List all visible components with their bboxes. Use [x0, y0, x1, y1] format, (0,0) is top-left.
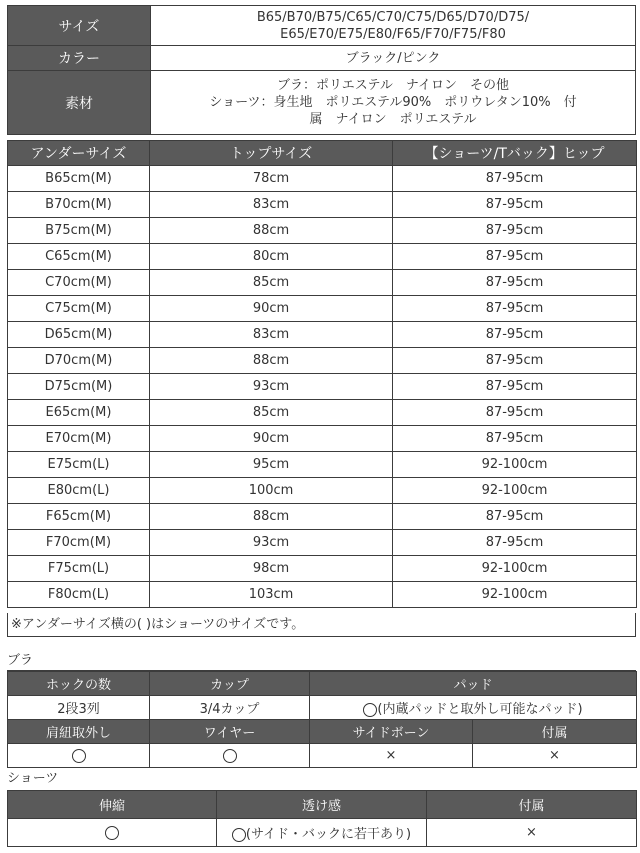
top-size-cell: 95cm	[150, 452, 393, 478]
size-value-line2: E65/E70/E75/E80/F65/F70/F75/F80	[280, 26, 506, 42]
size-note: ※アンダーサイズ横の( )はショーツのサイズです。	[7, 613, 636, 637]
table-row	[8, 426, 637, 452]
top-size-cell: 88cm	[150, 348, 393, 374]
strap-removable-value	[8, 744, 150, 768]
hip-cell: 87-95cm	[393, 166, 637, 192]
circle-mark-icon	[232, 828, 246, 842]
hip-cell: 87-95cm	[393, 296, 637, 322]
hip-cell: 92-100cm	[393, 478, 637, 504]
size-table	[7, 140, 637, 608]
under-size-cell: B65cm(M)	[8, 166, 150, 192]
hip-cell: 87-95cm	[393, 504, 637, 530]
pad-value-text: (内蔵パッドと取外し可能なパッド)	[377, 702, 583, 717]
circle-mark-icon	[105, 826, 119, 840]
table-row	[8, 348, 637, 374]
hip-cell: 87-95cm	[393, 192, 637, 218]
circle-mark-icon	[363, 703, 377, 717]
top-size-cell: 93cm	[150, 530, 393, 556]
wire-value	[150, 744, 310, 768]
hip-cell: 87-95cm	[393, 348, 637, 374]
side-bone-value: ×	[310, 744, 473, 768]
under-size-cell: F65cm(M)	[8, 504, 150, 530]
table-row	[8, 400, 637, 426]
bra-table	[7, 671, 637, 768]
shorts-value-row	[8, 819, 637, 847]
sheer-value	[217, 819, 427, 847]
top-size-cell: 78cm	[150, 166, 393, 192]
under-size-cell: C65cm(M)	[8, 244, 150, 270]
header-wire: ワイヤー	[150, 720, 310, 744]
material-label: 素材	[8, 71, 151, 135]
under-size-cell: B70cm(M)	[8, 192, 150, 218]
size-label: サイズ	[8, 6, 151, 46]
hip-cell: 87-95cm	[393, 270, 637, 296]
bra-value-row-1	[8, 696, 637, 720]
size-table-header	[8, 141, 637, 166]
shorts-header-row	[8, 791, 637, 819]
under-size-cell: B75cm(M)	[8, 218, 150, 244]
under-size-cell: F75cm(L)	[8, 556, 150, 582]
spec-row-color	[8, 46, 636, 71]
header-side-bone: サイドボーン	[310, 720, 473, 744]
material-line3: 属 ナイロン ポリエステル	[309, 112, 477, 127]
top-size-cell: 88cm	[150, 504, 393, 530]
top-size-cell: 85cm	[150, 400, 393, 426]
under-size-cell: E70cm(M)	[8, 426, 150, 452]
size-table-body	[8, 166, 637, 608]
under-size-cell: E65cm(M)	[8, 400, 150, 426]
stretch-value	[8, 819, 217, 847]
hip-cell: 87-95cm	[393, 374, 637, 400]
table-row	[8, 192, 637, 218]
top-size-cell: 103cm	[150, 582, 393, 608]
hip-cell: 92-100cm	[393, 582, 637, 608]
table-row	[8, 582, 637, 608]
top-size-cell: 88cm	[150, 218, 393, 244]
header-stretch: 伸縮	[8, 791, 217, 819]
top-size-cell: 98cm	[150, 556, 393, 582]
header-under-size: アンダーサイズ	[8, 141, 150, 166]
spec-row-material	[8, 71, 636, 135]
header-cup: カップ	[150, 672, 310, 696]
header-sheer: 透け感	[217, 791, 427, 819]
circle-mark-icon	[223, 749, 237, 763]
header-top-size: トップサイズ	[150, 141, 393, 166]
top-size-cell: 83cm	[150, 192, 393, 218]
header-shorts-accessory: 付属	[427, 791, 637, 819]
bra-accessory-value: ×	[473, 744, 637, 768]
shorts-accessory-value: ×	[427, 819, 637, 847]
bra-header-row-1	[8, 672, 637, 696]
sheer-value-text: (サイド・バックに若干あり)	[245, 827, 412, 842]
size-value-line1: B65/B70/B75/C65/C70/C75/D65/D70/D75/	[256, 9, 530, 25]
top-size-cell: 80cm	[150, 244, 393, 270]
table-row	[8, 218, 637, 244]
under-size-cell: C70cm(M)	[8, 270, 150, 296]
under-size-cell: C75cm(M)	[8, 296, 150, 322]
bra-heading: ブラ	[7, 653, 34, 668]
hooks-value: 2段3列	[8, 696, 150, 720]
table-row	[8, 478, 637, 504]
top-size-cell: 90cm	[150, 296, 393, 322]
table-row	[8, 244, 637, 270]
hip-cell: 87-95cm	[393, 426, 637, 452]
spec-row-size	[8, 6, 636, 46]
table-row	[8, 530, 637, 556]
bra-value-row-2	[8, 744, 637, 768]
bra-header-row-2	[8, 720, 637, 744]
under-size-cell: E80cm(L)	[8, 478, 150, 504]
top-size-cell: 100cm	[150, 478, 393, 504]
hip-cell: 92-100cm	[393, 556, 637, 582]
top-size-cell: 85cm	[150, 270, 393, 296]
table-row	[8, 504, 637, 530]
material-value	[151, 71, 636, 135]
circle-mark-icon	[72, 749, 86, 763]
under-size-cell: D75cm(M)	[8, 374, 150, 400]
spec-table	[7, 5, 636, 135]
header-hooks: ホックの数	[8, 672, 150, 696]
top-size-cell: 93cm	[150, 374, 393, 400]
shorts-heading: ショーツ	[7, 771, 59, 786]
header-pad: パッド	[310, 672, 637, 696]
table-row	[8, 166, 637, 192]
hip-cell: 87-95cm	[393, 530, 637, 556]
hip-cell: 92-100cm	[393, 452, 637, 478]
under-size-cell: E75cm(L)	[8, 452, 150, 478]
top-size-cell: 90cm	[150, 426, 393, 452]
header-accessory: 付属	[473, 720, 637, 744]
pad-value	[310, 696, 637, 720]
hip-cell: 87-95cm	[393, 244, 637, 270]
table-row	[8, 452, 637, 478]
color-value: ブラック/ピンク	[151, 46, 636, 71]
material-line1: ブラ：ポリエステル ナイロン その他	[277, 78, 509, 93]
header-hip: 【ショーツ/Tバック】ヒップ	[393, 141, 637, 166]
under-size-cell: F70cm(M)	[8, 530, 150, 556]
color-label: カラー	[8, 46, 151, 71]
header-strap-removable: 肩紐取外し	[8, 720, 150, 744]
shorts-table	[7, 790, 637, 847]
hip-cell: 87-95cm	[393, 218, 637, 244]
hip-cell: 87-95cm	[393, 400, 637, 426]
table-row	[8, 270, 637, 296]
under-size-cell: F80cm(L)	[8, 582, 150, 608]
hip-cell: 87-95cm	[393, 322, 637, 348]
table-row	[8, 322, 637, 348]
top-size-cell: 83cm	[150, 322, 393, 348]
table-row	[8, 296, 637, 322]
size-value	[151, 6, 636, 46]
table-row	[8, 374, 637, 400]
under-size-cell: D70cm(M)	[8, 348, 150, 374]
material-line2: ショーツ：身生地 ポリエステル90% ポリウレタン10% 付	[209, 95, 577, 110]
cup-value: 3/4カップ	[150, 696, 310, 720]
table-row	[8, 556, 637, 582]
under-size-cell: D65cm(M)	[8, 322, 150, 348]
